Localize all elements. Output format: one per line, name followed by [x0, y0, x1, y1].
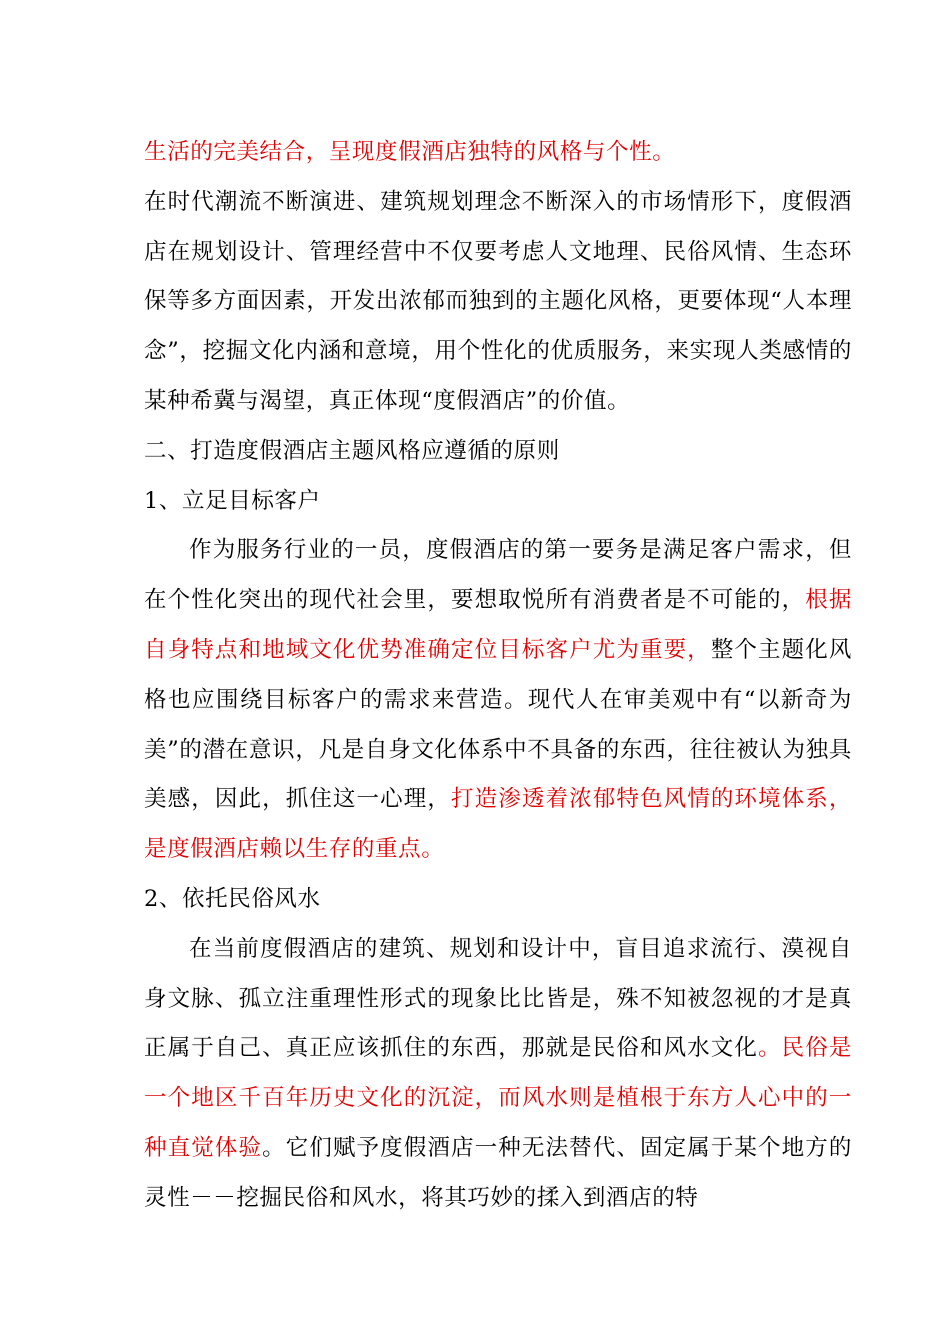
paragraph-intro-continuation [144, 128, 852, 178]
highlighted-text: 生活的完美结合，呈现度假酒店独特的风格与个性。 [144, 139, 676, 165]
section-heading: 二、打造度假酒店主题风格应遵循的原则 [144, 437, 560, 464]
highlighted-text: 打造渗透着浓郁特色风情的环境体系，是度假酒店赖以生存的重点。 [144, 786, 852, 863]
subsection-title-folk-fengshui: 2、依托民俗风水 [144, 885, 321, 912]
paragraph-folk-fengshui [144, 925, 852, 1224]
highlighted-text: 根据自身特点和地域文化优势准确定位目标客户尤为重要， [144, 587, 852, 663]
subsection-title-target-customers: 1、立足目标客户 [144, 487, 321, 514]
paragraph-target-customers [144, 526, 852, 875]
body-text: 整个主题化风格也应围绕目标客户的需求来营造。现代人在审美观中有“以新奇为美”的潜在意识，凡是自身文化体系中不具备的东西，往往被认为独具美感，因此，抓住这一心理， [144, 636, 852, 813]
body-text: 。它们赋予度假酒店一种无法替代、固定属于某个地方的灵性－－挖掘民俗和风水，将其巧妙的揉入到酒店的特 [144, 1134, 852, 1211]
document-body [144, 128, 852, 1224]
body-text: 在当前度假酒店的建筑、规划和设计中，盲目追求流行、漠视自身文脉、孤立注重理性形式的现象比比皆是，殊不知被忽视的才是真正属于自己、真正应该抓住的东西，那就是民俗和风水文化 [144, 935, 852, 1062]
body-text: 作为服务行业的一员，度假酒店的第一要务是满足客户需求，但在个性化突出的现代社会里，要想取悦所有消费者是不可能的， [144, 537, 852, 614]
body-text: 在时代潮流不断演进、建筑规划理念不断深入的市场情形下，度假酒店在规划设计、管理经营中不仅要考虑人文地理、民俗风情、生态环保等多方面因素，开发出浓郁而独到的主题化风格，更要体现“人本理念”，挖掘文化内涵和意境，用个性化的优质服务，来实现人类感情的某种希冀与渴望，真正体现“度假酒店”的价值。 [144, 188, 852, 414]
paragraph-trend [144, 178, 852, 427]
highlighted-text: 。民俗是一个地区千百年历史文化的沉淀，而风水则是植根于东方人心中的一种直觉体验 [144, 1035, 852, 1161]
